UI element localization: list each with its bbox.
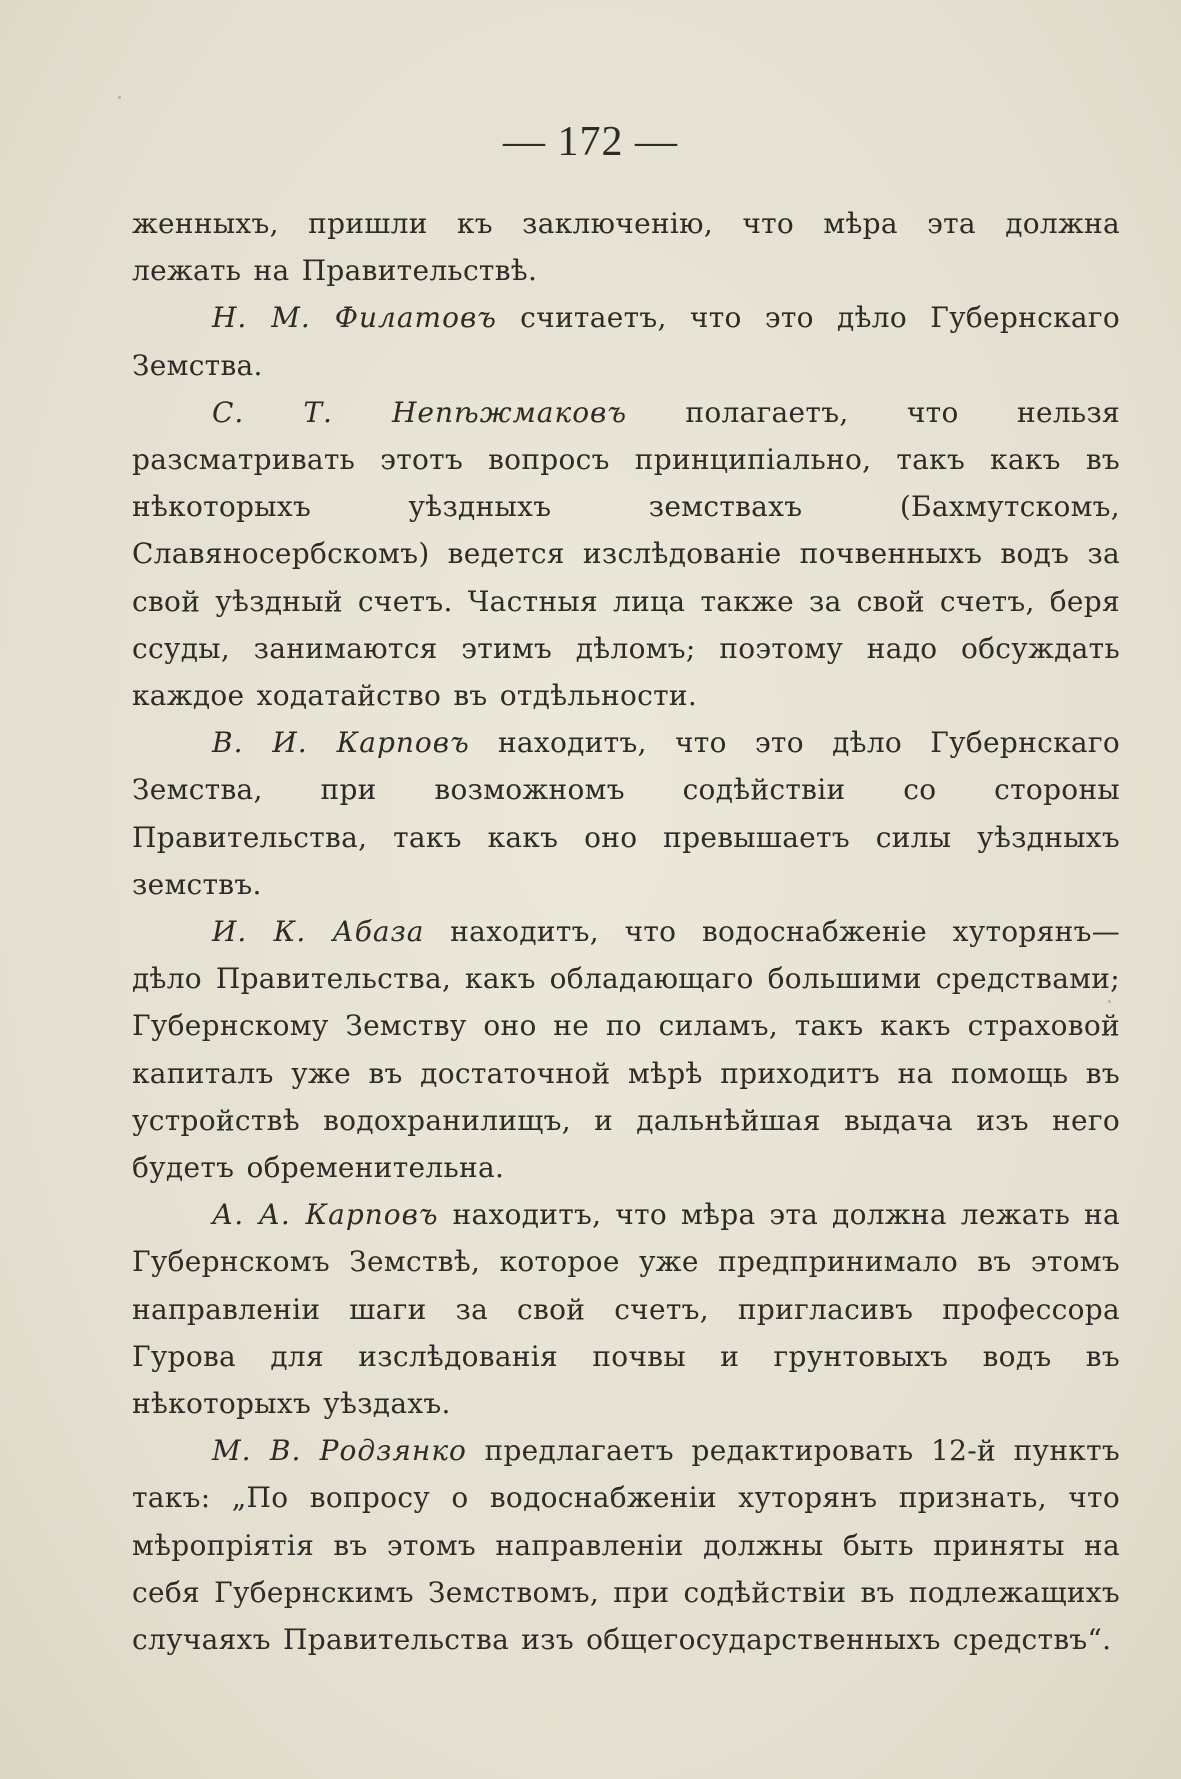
paragraph-rodzyanko: [132, 1427, 1120, 1663]
speaker-name: И. К. Абаза: [212, 915, 425, 949]
paragraph-continuation: [132, 200, 1120, 294]
paper-speck: [118, 96, 121, 99]
paragraph-text: находитъ, что это дѣло Губернскаго Земства, при возможномъ содѣйствіи со стороны Правительства, такъ какъ оно превышаетъ силы уѣздныхъ земствъ.: [132, 726, 1120, 901]
paragraph-nepezhmakov: [132, 389, 1120, 719]
paragraph-karpov-vi: [132, 719, 1120, 908]
paragraph-filatov: [132, 294, 1120, 388]
speaker-name: М. В. Родзянко: [212, 1434, 467, 1468]
paragraph-text: находитъ, что водоснабженіе хуторянъ— дѣло Правительства, какъ обладающаго большими средствами; Губернскому Земству оно не по силамъ, такъ какъ страховой капиталъ уже въ достаточной мѣрѣ приходитъ на помощь въ устройствѣ водохранилищъ, и дальнѣйшая выдача изъ него будетъ обременительна.: [132, 915, 1120, 1185]
speaker-name: В. И. Карповъ: [212, 726, 470, 760]
page-text: [132, 200, 1120, 1663]
paragraph-text: предлагаетъ редактировать 12-й пунктъ такъ: „По вопросу о водоснабженіи хуторянъ признать, что мѣропріятія въ этомъ направленіи должны быть приняты на себя Губернскимъ Земствомъ, при содѣйствіи въ подлежащихъ случаяхъ Правительства изъ общегосударственныхъ средствъ“.: [132, 1434, 1120, 1657]
speaker-name: С. Т. Непѣжмаковъ: [212, 395, 628, 429]
paragraph-text: находитъ, что мѣра эта должна лежать на Губернскомъ Земствѣ, которое уже предпринимало въ этомъ направленіи шаги за свой счетъ, пригласивъ профессора Гурова для изслѣдованія почвы и грунтовыхъ водъ въ нѣкоторыхъ уѣздахъ.: [132, 1198, 1121, 1421]
paragraph-karpov-aa: [132, 1191, 1120, 1427]
paragraph-abaza: [132, 908, 1120, 1191]
paragraph-text: полагаетъ, что нельзя разсматривать этотъ вопросъ принципіально, такъ какъ въ нѣкоторыхъ уѣздныхъ земствахъ (Бахмутскомъ, Славяносербскомъ) ведется изслѣдованіе почвенныхъ водъ за свой уѣздный счетъ. Частныя лица также за свой счетъ, беря ссуды, занимаются этимъ дѣломъ; поэтому надо обсуждать каждое ходатайство въ отдѣльности.: [132, 395, 1120, 713]
speaker-name: Н. М. Филатовъ: [212, 301, 497, 335]
page-number: — 172 —: [503, 119, 678, 165]
paragraph-text: женныхъ, пришли къ заключенію, что мѣра эта должна лежать на Правительствѣ.: [132, 207, 1120, 288]
paragraph-text: считаетъ, что это дѣло Губернскаго Земства.: [132, 301, 1120, 382]
speaker-name: А. А. Карповъ: [212, 1198, 439, 1232]
